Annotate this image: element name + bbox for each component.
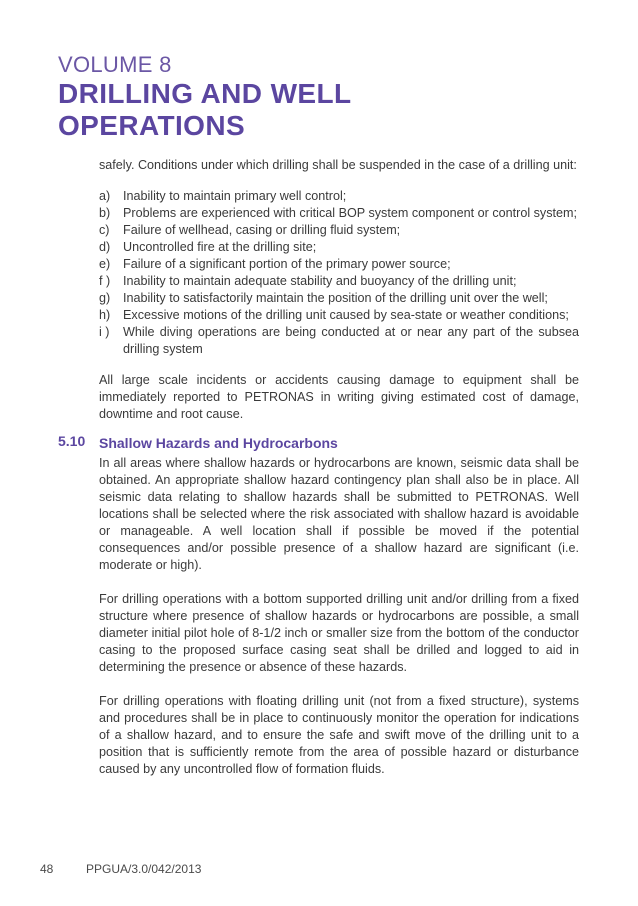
- section-paragraph: For drilling operations with floating drilling unit (not from a fixed structure), systems and procedures shall be in place to continuously monitor the operation for indications of a shallow hazard, and to ensure the safe and swift move of the drilling unit to a position that is sufficiently remote from the area of possible hazard or disturbance caused by any uncontrolled flow of formation fluids.: [99, 694, 579, 776]
- list-marker: i ): [99, 325, 110, 339]
- list-item: [99, 239, 579, 256]
- list-text: Problems are experienced with critical BOP system component or control system;: [123, 206, 578, 220]
- section-paragraph: For drilling operations with a bottom supported drilling unit and/or drilling from a fixed structure where presence of shallow hazards or hydrocarbons are possible, a small diameter initial pilot hole of 8-1/2 inch or smaller size from the bottom of the conductor casing to the proposed surface casing seat shall be drilled and logged to aid in determining the presence or absence of these hazards.: [99, 592, 579, 674]
- section-title: Shallow Hazards and Hydrocarbons: [99, 435, 338, 451]
- list-item: [99, 324, 579, 358]
- list-marker: c): [99, 223, 110, 237]
- title-line-1: DRILLING AND WELL: [58, 78, 352, 109]
- list-text: Failure of a significant portion of the primary power source;: [123, 257, 451, 271]
- list-marker: f ): [99, 274, 111, 288]
- list-marker: g): [99, 291, 111, 305]
- document-code: PPGUA/3.0/042/2013: [86, 862, 202, 876]
- list-text: Excessive motions of the drilling unit caused by sea-state or weather conditions;: [123, 308, 569, 322]
- list-item: [99, 256, 579, 273]
- list-item: [99, 205, 579, 222]
- list-text: Uncontrolled fire at the drilling site;: [123, 240, 317, 254]
- list-item: [99, 290, 579, 307]
- list-item: [99, 307, 579, 324]
- list-marker: e): [99, 257, 111, 271]
- list-text: Inability to maintain adequate stability and buoyancy of the drilling unit;: [123, 274, 517, 288]
- document-title: [58, 78, 352, 142]
- list-marker: h): [99, 308, 111, 322]
- page-body: [58, 157, 579, 778]
- list-text: Inability to satisfactorily maintain the position of the drilling unit over the well;: [123, 291, 548, 305]
- intro-paragraph: safely. Conditions under which drilling shall be suspended in the case of a drilling unit:: [99, 158, 577, 172]
- suspension-conditions-list: [99, 188, 579, 358]
- section-paragraph: In all areas where shallow hazards or hydrocarbons are known, seismic data shall be obtained. An appropriate shallow hazard contingency plan shall also be in place. All seismic data relating to shallow hazards shall be submitted to PETRONAS. Well locations shall be selected where the risk associated with shallow hazard is avoidable or manageable. A well location shall if possible be moved if the potential consequences and/or possible presence of a shallow hazard are significant (i.e. moderate or high).: [99, 456, 579, 572]
- page-footer: [40, 862, 202, 876]
- page-number: 48: [40, 862, 54, 876]
- list-item: [99, 188, 579, 205]
- list-marker: b): [99, 206, 111, 220]
- section-5-10: [58, 433, 579, 778]
- list-text: Inability to maintain primary well control;: [123, 189, 347, 203]
- list-text: Failure of wellhead, casing or drilling fluid system;: [123, 223, 401, 237]
- section-number: 5.10: [58, 433, 86, 449]
- list-marker: a): [99, 189, 111, 203]
- volume-label: VOLUME 8: [58, 52, 172, 77]
- reporting-paragraph: All large scale incidents or accidents causing damage to equipment shall be immediately reported to PETRONAS in writing giving estimated cost of damage, downtime and root cause.: [99, 373, 579, 421]
- list-text: While diving operations are being conducted at or near any part of the subsea drilling system: [123, 325, 579, 356]
- list-item: [99, 222, 579, 239]
- list-item: [99, 273, 579, 290]
- title-line-2: OPERATIONS: [58, 110, 246, 141]
- list-marker: d): [99, 240, 111, 254]
